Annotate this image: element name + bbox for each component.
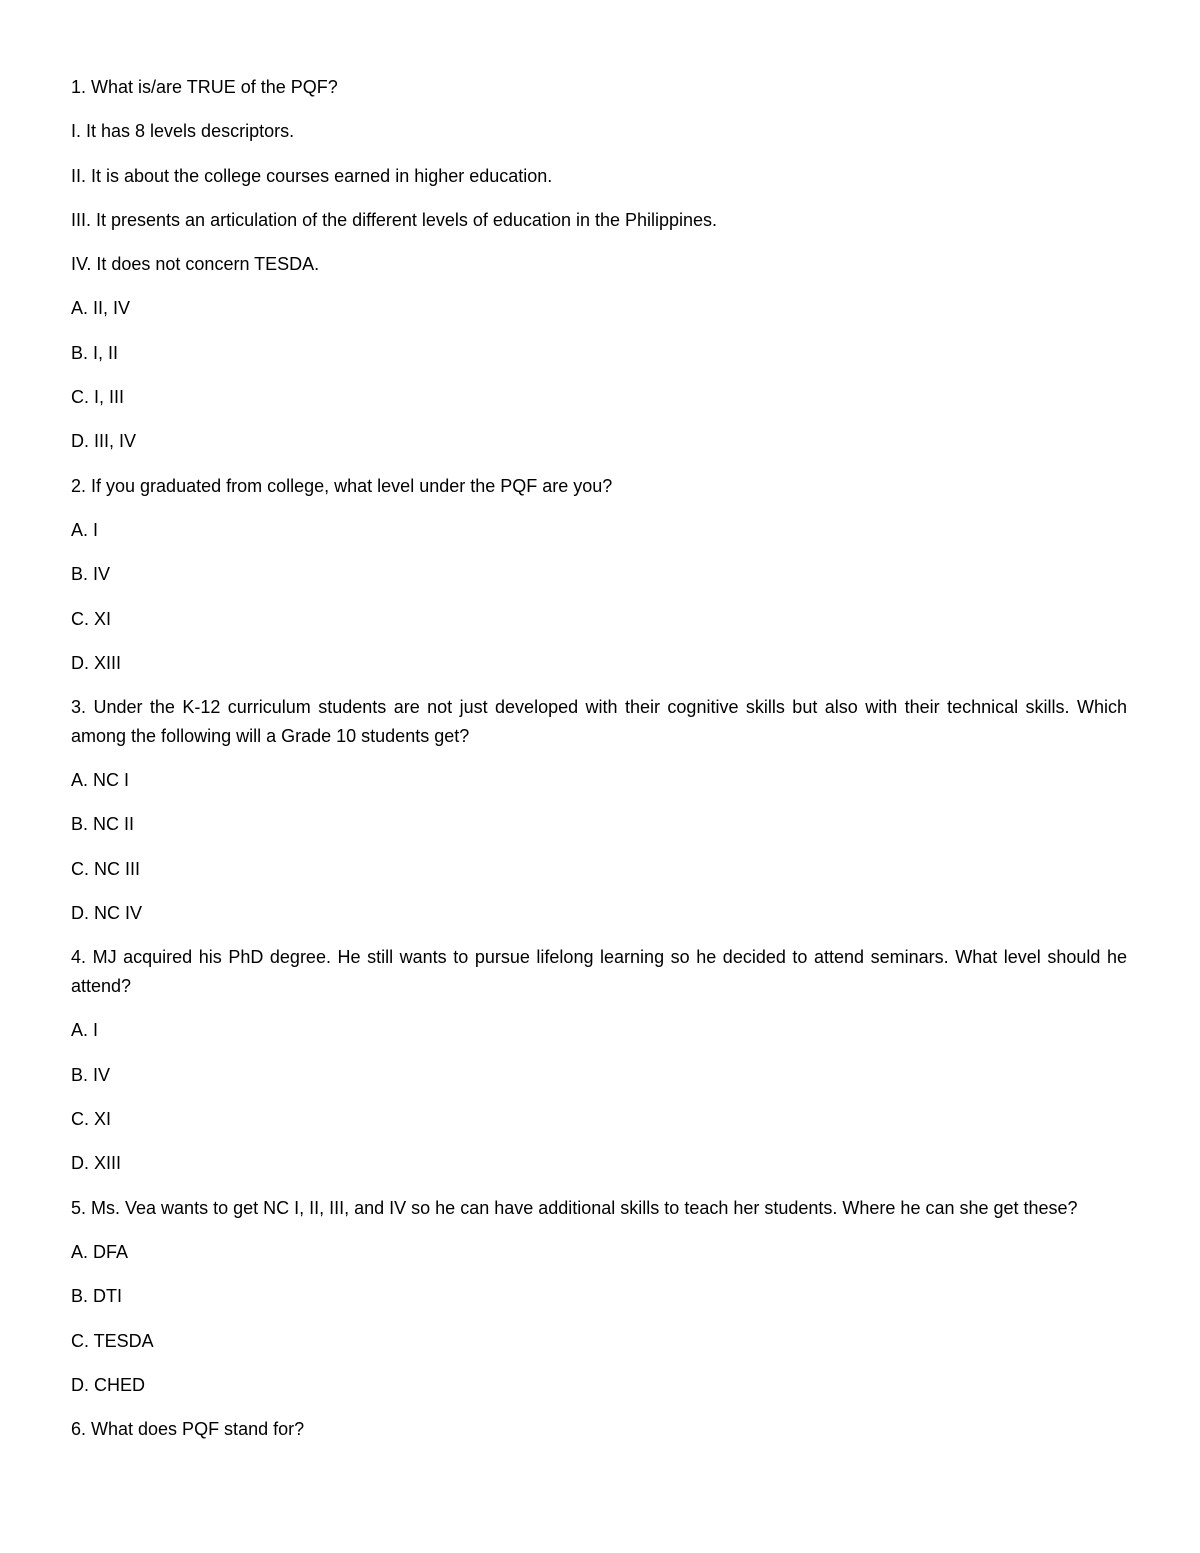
question-5: 5. Ms. Vea wants to get NC I, II, III, and IV so he can have additional skills to teach her students. Where he can she get these? bbox=[71, 1197, 1078, 1218]
q2-option-b: B. IV bbox=[71, 564, 111, 585]
q3-option-c: C. NC III bbox=[71, 858, 141, 879]
q2-option-d: D. XIII bbox=[71, 652, 122, 673]
q3-option-a: A. NC I bbox=[71, 770, 130, 791]
question-3: 3. Under the K-12 curriculum students are not just developed with their cognitive skills but also with their technical skills. Which among the following will a Grade 10 students get? bbox=[71, 697, 1127, 746]
q4-option-b: B. IV bbox=[71, 1064, 111, 1085]
q3-option-d: D. NC IV bbox=[71, 903, 143, 924]
statement-iv: IV. It does not concern TESDA. bbox=[71, 254, 320, 275]
question-1: 1. What is/are TRUE of the PQF? bbox=[71, 77, 338, 97]
q5-option-b: B. DTI bbox=[71, 1286, 123, 1307]
question-2: 2. If you graduated from college, what level under the PQF are you? bbox=[71, 475, 613, 496]
q1-option-a: A. II, IV bbox=[71, 298, 131, 319]
q2-option-a: A. I bbox=[71, 519, 99, 540]
q5-option-d: D. CHED bbox=[71, 1374, 146, 1395]
q5-option-c: C. TESDA bbox=[71, 1330, 154, 1351]
q1-option-d: D. III, IV bbox=[71, 431, 137, 452]
q1-option-b: B. I, II bbox=[71, 342, 119, 363]
question-6: 6. What does PQF stand for? bbox=[71, 1419, 305, 1440]
q5-option-a: A. DFA bbox=[71, 1242, 129, 1263]
q1-option-c: C. I, III bbox=[71, 387, 125, 408]
statement-ii: II. It is about the college courses earned in higher education. bbox=[71, 165, 553, 186]
document-body bbox=[71, 73, 1127, 1460]
q4-option-d: D. XIII bbox=[71, 1153, 122, 1174]
statement-iii: III. It presents an articulation of the different levels of education in the Philippines. bbox=[71, 209, 718, 230]
question-4: 4. MJ acquired his PhD degree. He still wants to pursue lifelong learning so he decided to attend seminars. What level should he attend? bbox=[71, 947, 1127, 996]
q4-option-a: A. I bbox=[71, 1020, 99, 1041]
q2-option-c: C. XI bbox=[71, 608, 112, 629]
statement-i: I. It has 8 levels descriptors. bbox=[71, 121, 295, 142]
q4-option-c: C. XI bbox=[71, 1108, 112, 1129]
q3-option-b: B. NC II bbox=[71, 814, 135, 835]
